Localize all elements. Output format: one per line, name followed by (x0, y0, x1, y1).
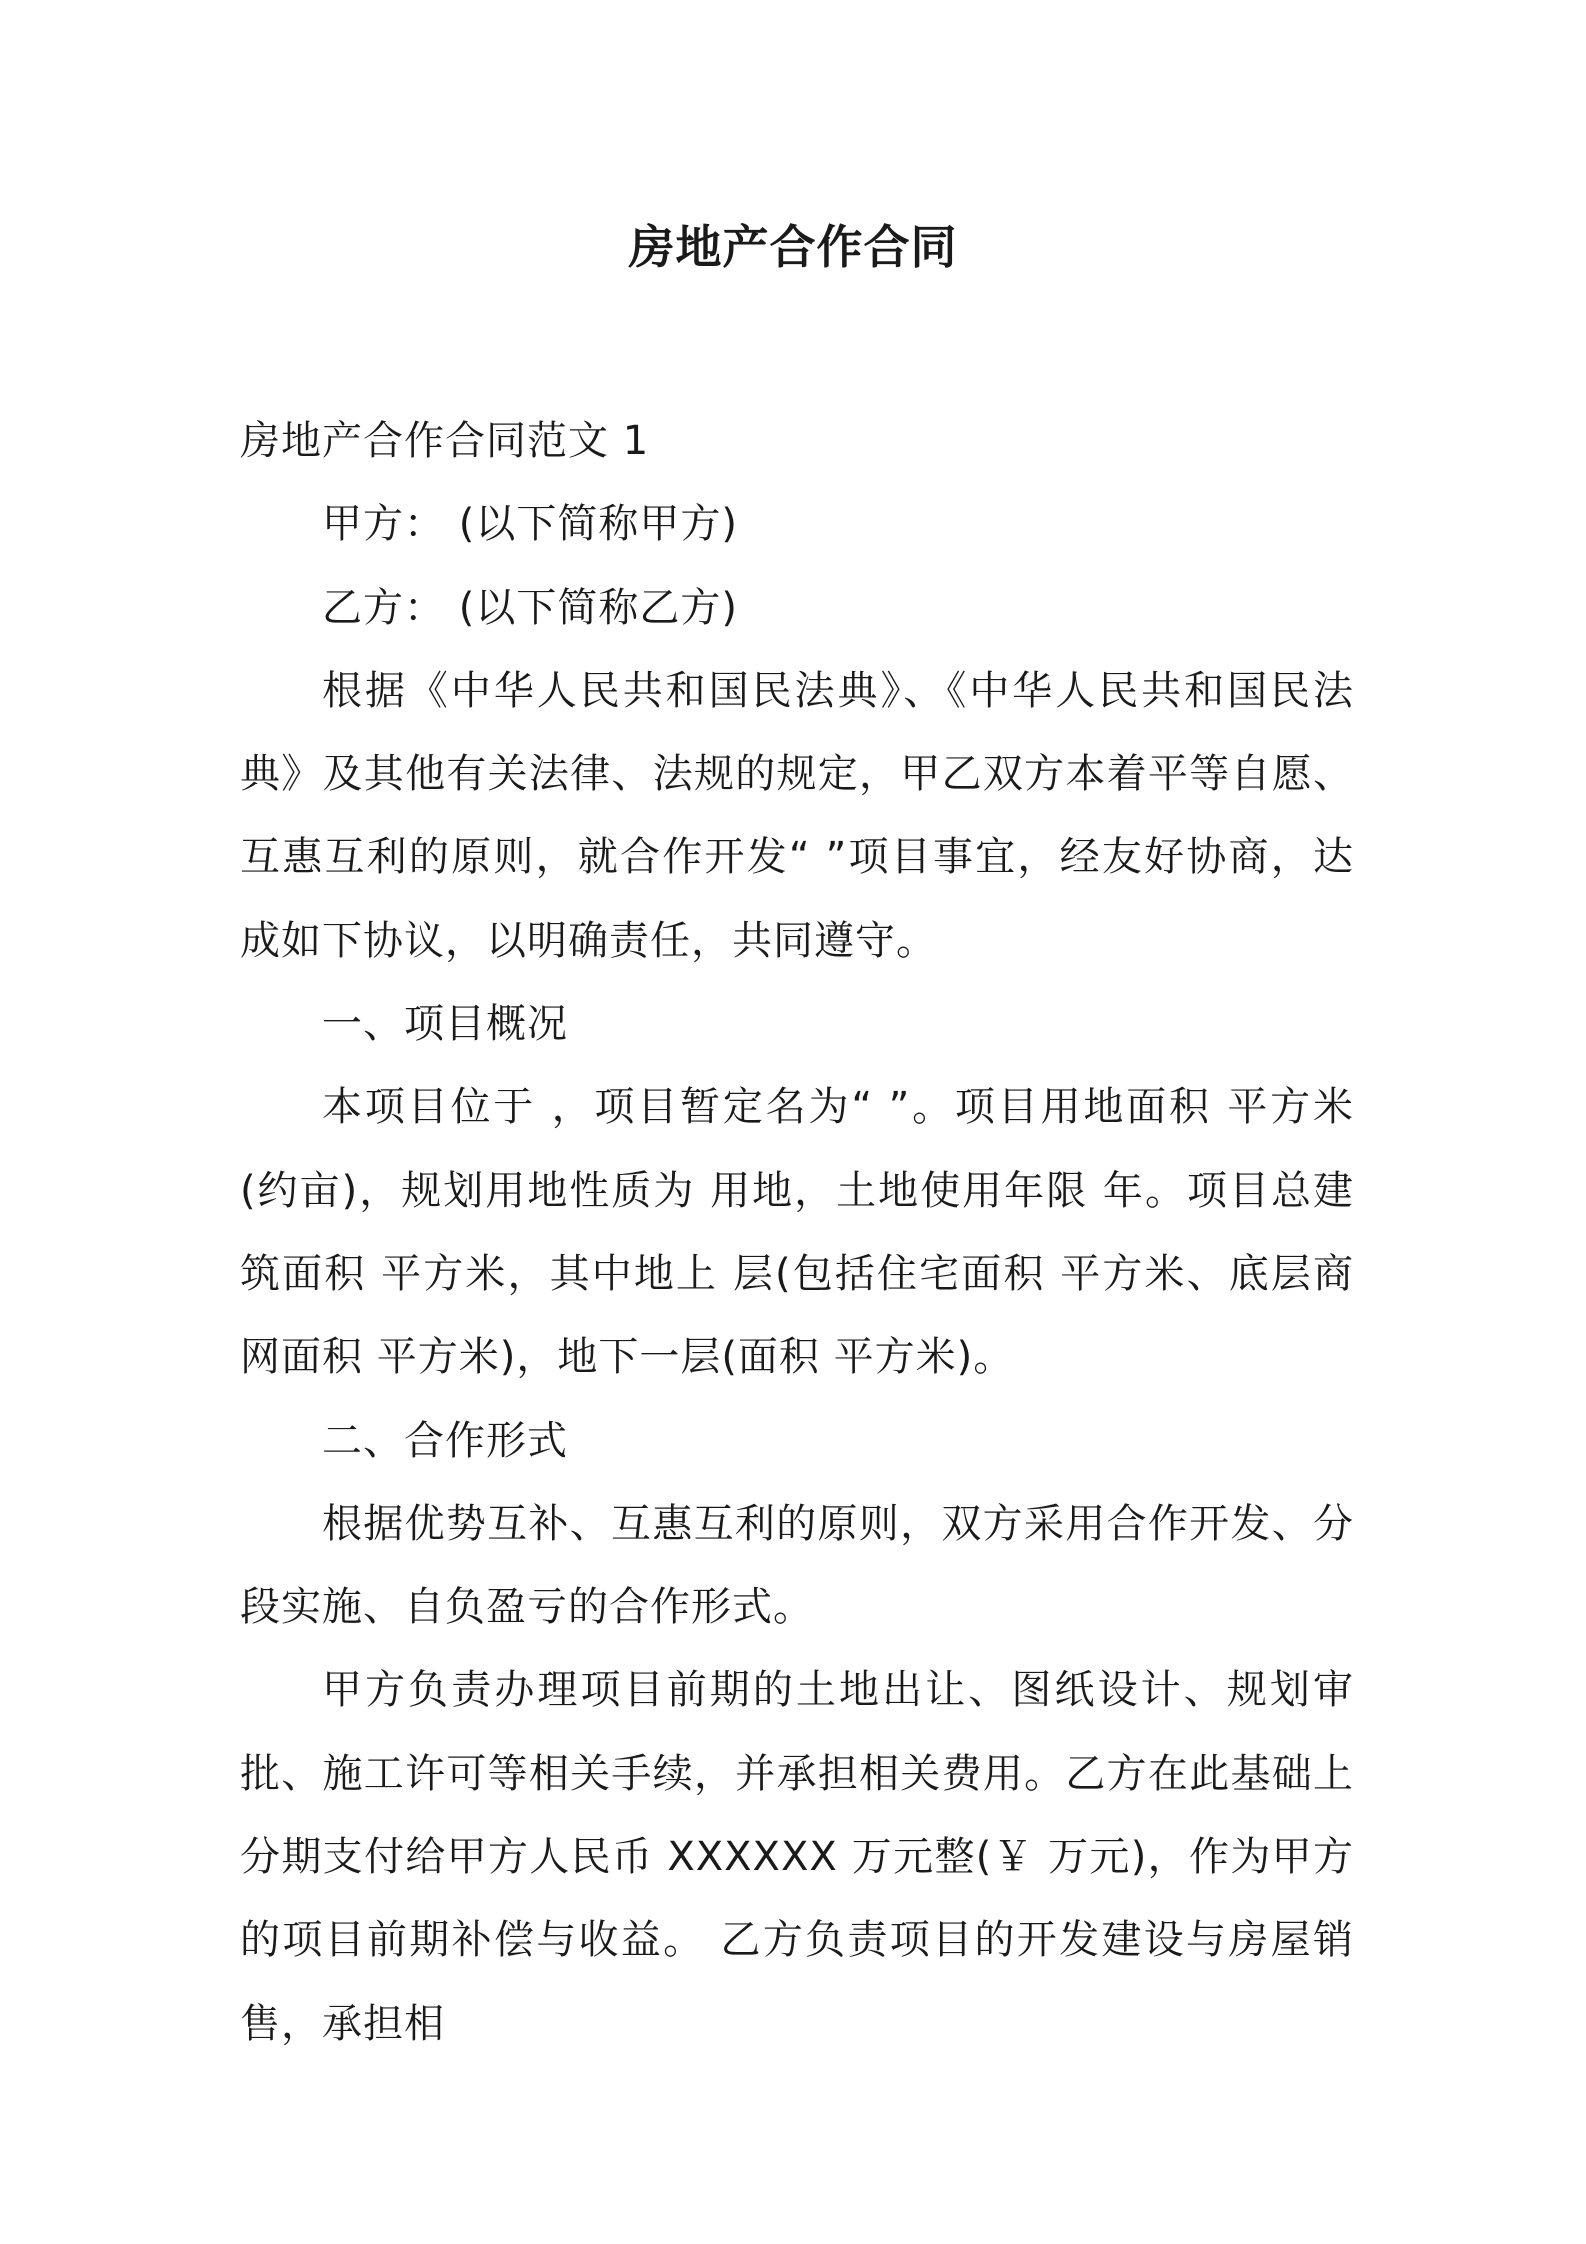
paragraph-preamble: 根据《中华人民共和国民法典》、《中华人民共和国民法典》及其他有关法律、法规的规定，甲乙双方本着平等自愿、互惠互利的原则，就合作开发“ ”项目事宜，经友好协商，达成如下协议，以明确责任，共同遵守。 (240, 667, 1354, 964)
document-title: 房地产合作合同 (628, 220, 958, 274)
section-heading-cooperation-form: 二、合作形式 (322, 1417, 568, 1464)
paragraph-heading-sample: 房地产合作合同范文 1 (240, 418, 650, 464)
paragraph-cooperation-form: 根据优势互补、互惠互利的原则，双方采用合作开发、分段实施、自负盈亏的合作形式。 (240, 1500, 1354, 1631)
paragraph-party-b: 乙方： (以下简称乙方) (322, 584, 738, 631)
paragraph-project-overview: 本项目位于 ，项目暂定名为“ ”。项目用地面积 平方米(约亩)，规划用地性质为 用地，土地使用年限 年。项目总建筑面积 平方米，其中地上 层(包括住宅面积 平方米、底层商网面积 平方米)，地下一层(面积 平方米)。 (240, 1084, 1354, 1381)
paragraph-party-a: 甲方： (以下简称甲方) (322, 501, 738, 548)
section-heading-project-overview: 一、项目概况 (322, 1001, 568, 1048)
document-body (240, 400, 1354, 2066)
paragraph-responsibilities: 甲方负责办理项目前期的土地出让、图纸设计、规划审批、施工许可等相关手续，并承担相关费用。乙方在此基础上分期支付给甲方人民币 XXXXXX 万元整(￥ 万元)，作为甲方的项目前期补偿与收益。 乙方负责项目的开发建设与房屋销售，承担相 (240, 1667, 1354, 2047)
